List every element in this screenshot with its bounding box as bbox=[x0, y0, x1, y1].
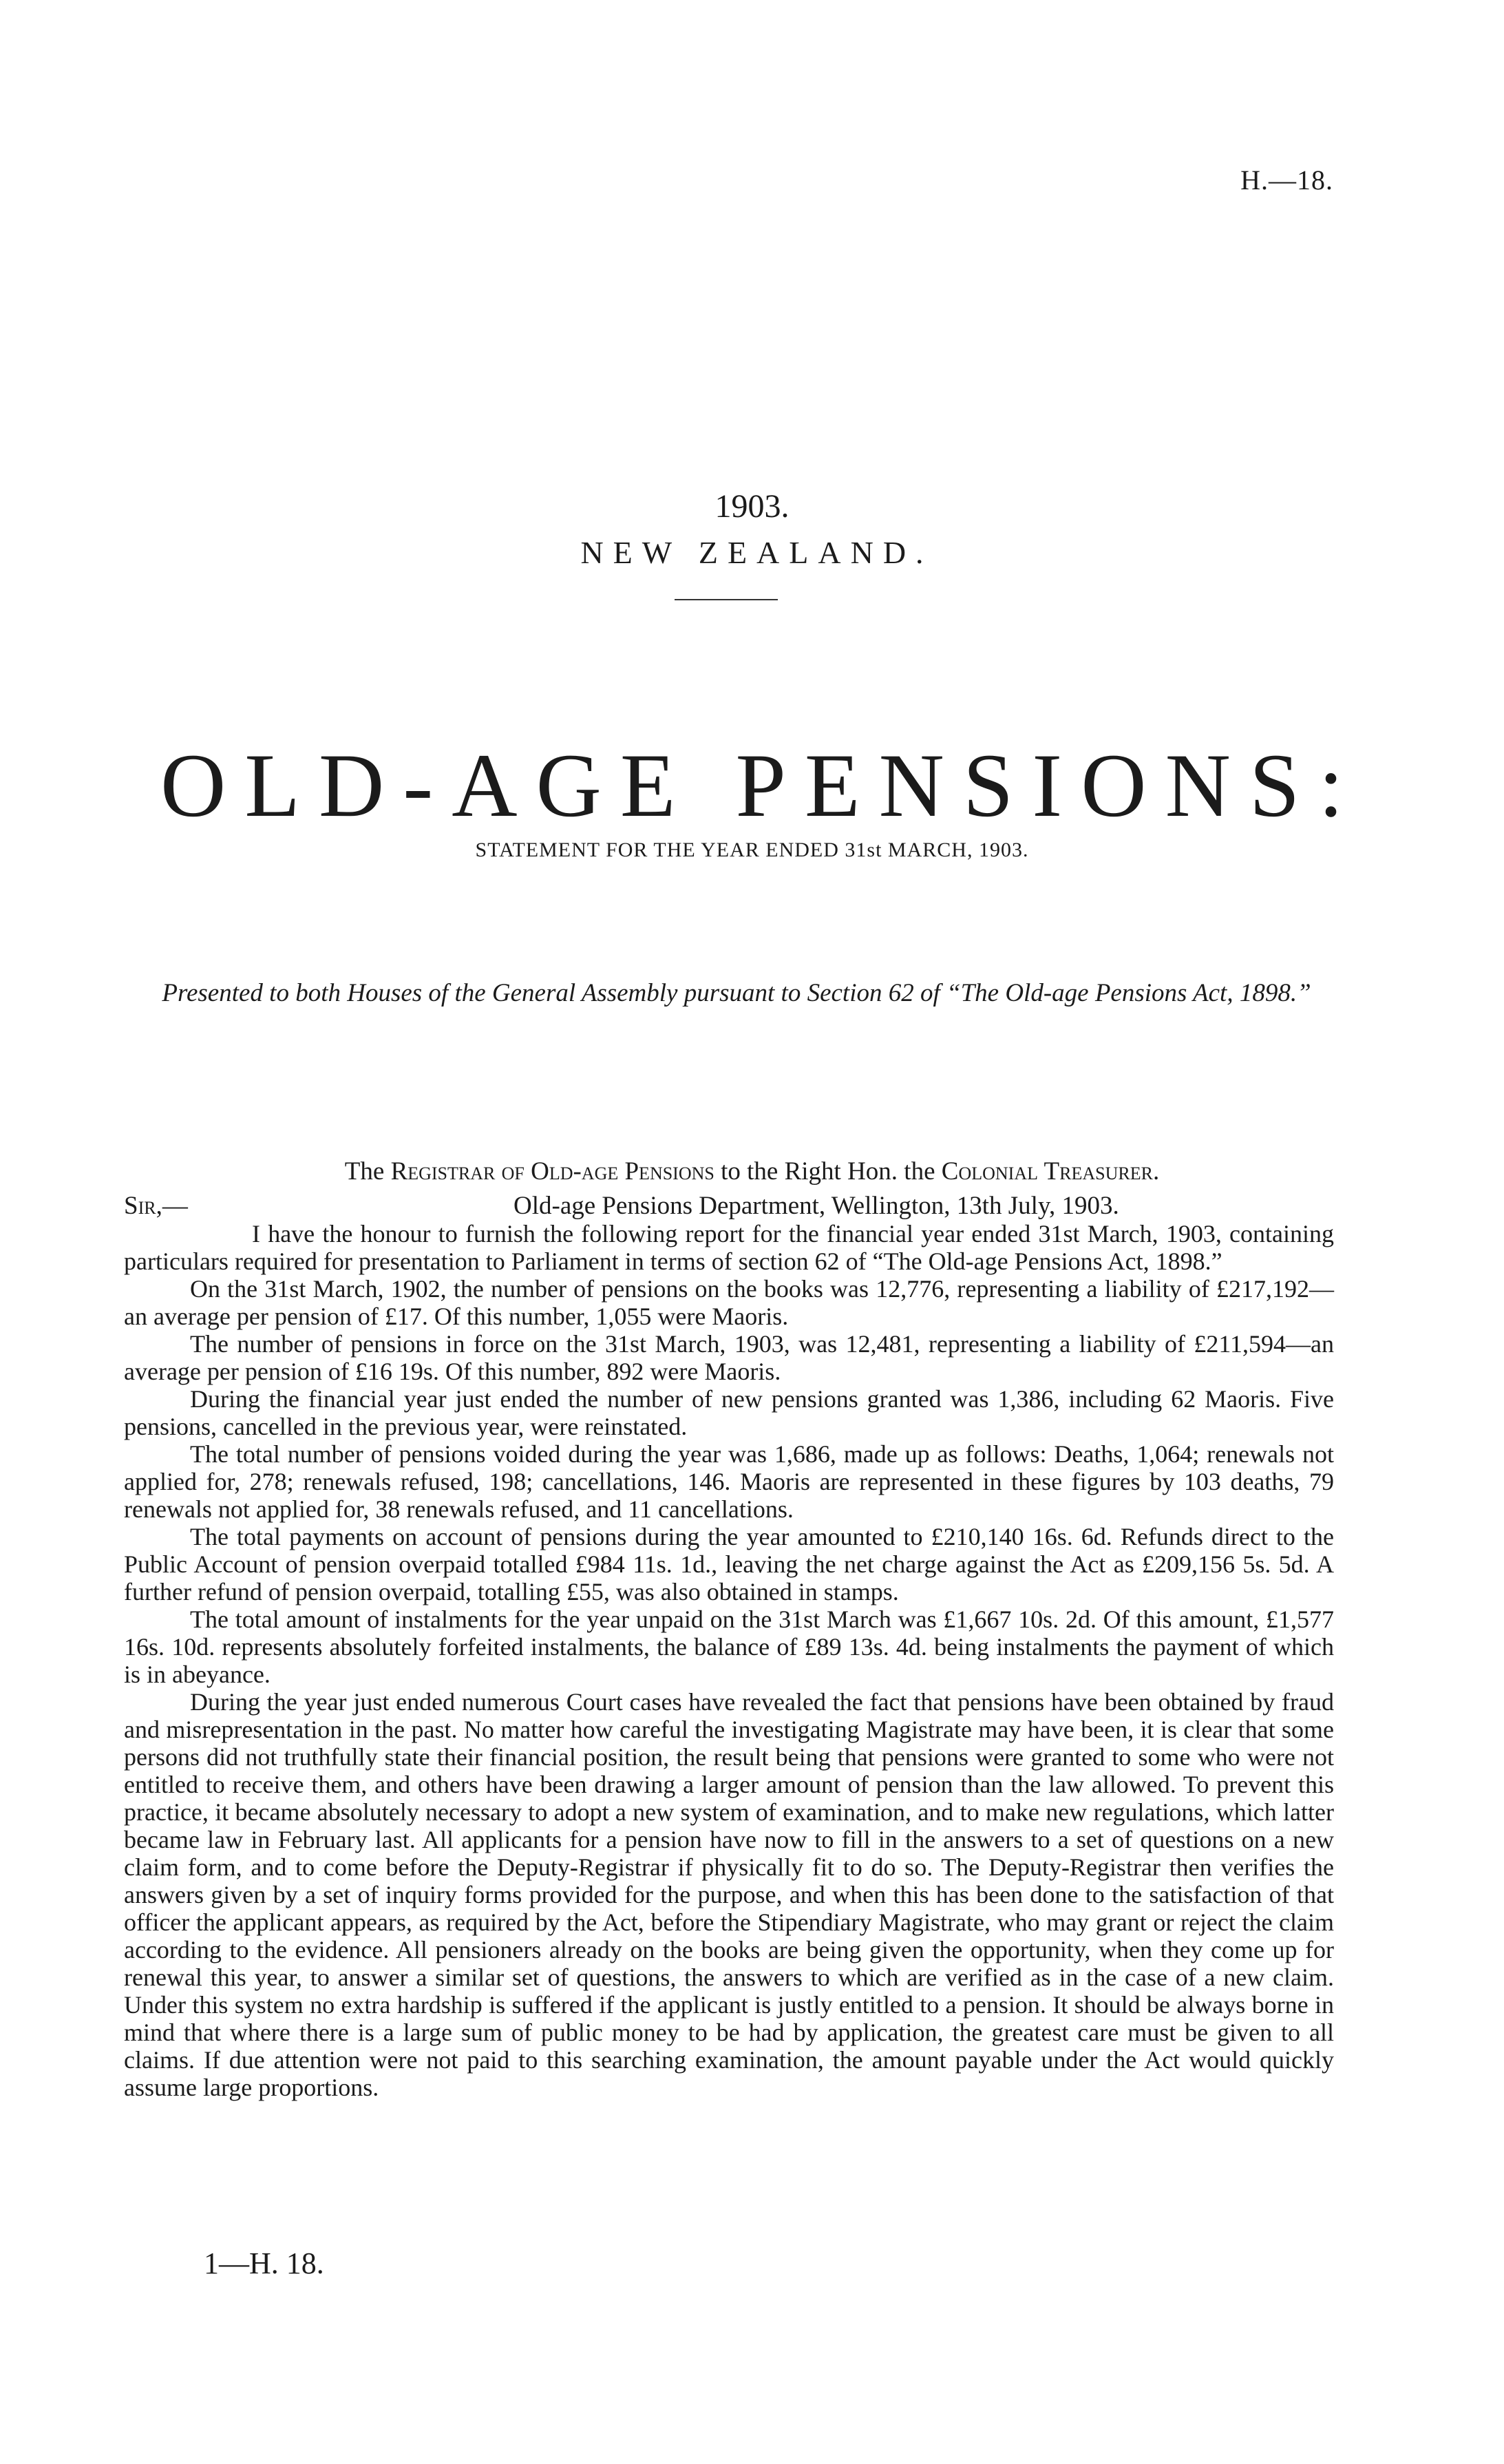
body-paragraph: On the 31st March, 1902, the number of pensions on the books was 12,776, representing a liability of £217,192—an average per pension of £17. Of this number, 1,055 were Maoris. bbox=[124, 1275, 1334, 1330]
addressee-mid: to the Right Hon. the bbox=[714, 1157, 942, 1186]
letter-body bbox=[124, 1220, 1334, 2101]
letter-dateline: Old-age Pensions Department, Wellington, 13th July, 1903. bbox=[513, 1192, 1119, 1220]
statement-subtitle: STATEMENT FOR THE YEAR ENDED 31st MARCH, 1903. bbox=[475, 839, 1029, 861]
body-paragraph: During the year just ended numerous Court cases have revealed the fact that pensions have been obtained by fraud and misrepresentation in the past. No matter how careful the investigating Magistrate may have been, it is clear that some persons did not truthfully state their financial position, the result being that pensions were granted to some who were not entitled to receive them, and others have been drawing a larger amount of pension than the law allowed. To prevent this practice, it became absolutely necessary to adopt a new system of examination, and to make new regulations, which latter became law in February last. All applicants for a pension have now to fill in the answers to a set of questions on a new claim form, and to come before the Deputy-Registrar if physically fit to do so. The Deputy-Registrar then verifies the answers given by a set of inquiry forms provided for the purpose, and when this has been done to the satisfaction of that officer the applicant appears, as required by the Act, before the Stipendiary Magistrate, who may grant or reject the claim according to the evidence. All pensioners already on the books are being given the opportunity, when they come up for renewal this year, to answer a similar set of questions, the answers to which are verified as in the case of a new claim. Under this system no extra hardship is suffered if the applicant is justly entitled to a pension. It should be always borne in mind that where there is a large sum of public money to be had by application, the greatest care must be given to all claims. If due attention were not paid to this searching examination, the amount payable under the Act would quickly assume large proportions. bbox=[124, 1688, 1334, 2101]
addressee-from: Registrar of Old-age Pensions bbox=[390, 1157, 714, 1186]
body-paragraph: The total payments on account of pensions during the year amounted to £210,140 16s. 6d. Refunds direct to the Public Account of pension overpaid totalled £984 11s. 1d., leaving the net charge against the Act as £209,156 5s. 5d. A further refund of pension overpaid, totalling £55, was also obtained in stamps. bbox=[124, 1523, 1334, 1605]
letter-addressee bbox=[0, 1157, 1504, 1186]
country-heading: NEW ZEALAND. bbox=[580, 535, 933, 570]
body-paragraph: During the financial year just ended the number of new pensions granted was 1,386, including 62 Maoris. Five pensions, cancelled in the previous year, were reinstated. bbox=[124, 1385, 1334, 1440]
addressee-prefix: The bbox=[344, 1157, 391, 1186]
title-divider bbox=[675, 599, 778, 600]
presentation-note: Presented to both Houses of the General Assembly pursuant to Section 62 of “The Old-age Pensions Act, 1898.” bbox=[162, 979, 1311, 1007]
letter-salutation: Sir,— bbox=[124, 1192, 188, 1220]
main-title: OLD-AGE PENSIONS: bbox=[160, 735, 1362, 836]
body-paragraph: The number of pensions in force on the 31st March, 1903, was 12,481, representing a liability of £211,594—an average per pension of £16 19s. Of this number, 892 were Maoris. bbox=[124, 1330, 1334, 1385]
addressee-to: Colonial Treasurer. bbox=[941, 1157, 1160, 1186]
page-signature: 1—H. 18. bbox=[204, 2246, 324, 2280]
body-paragraph: The total number of pensions voided during the year was 1,686, made up as follows: Deaths, 1,064; renewals not applied for, 278; renewals refused, 198; cancellations, 146. Maoris are represented in these figures by 103 deaths, 79 renewals not applied for, 38 renewals refused, and 11 cancellations. bbox=[124, 1440, 1334, 1523]
document-reference: H.—18. bbox=[1240, 165, 1333, 196]
publication-year: 1903. bbox=[714, 488, 790, 525]
body-paragraph: I have the honour to furnish the following report for the financial year ended 31st March, 1903, containing particulars required for presentation to Parliament in terms of section 62 of “The Old-age Pensions Act, 1898.” bbox=[124, 1220, 1334, 1275]
body-paragraph: The total amount of instalments for the year unpaid on the 31st March was £1,667 10s. 2d. Of this amount, £1,577 16s. 10d. represents absolutely forfeited instalments, the balance of £89 13s. 4d. being instalments the payment of which is in abeyance. bbox=[124, 1605, 1334, 1688]
